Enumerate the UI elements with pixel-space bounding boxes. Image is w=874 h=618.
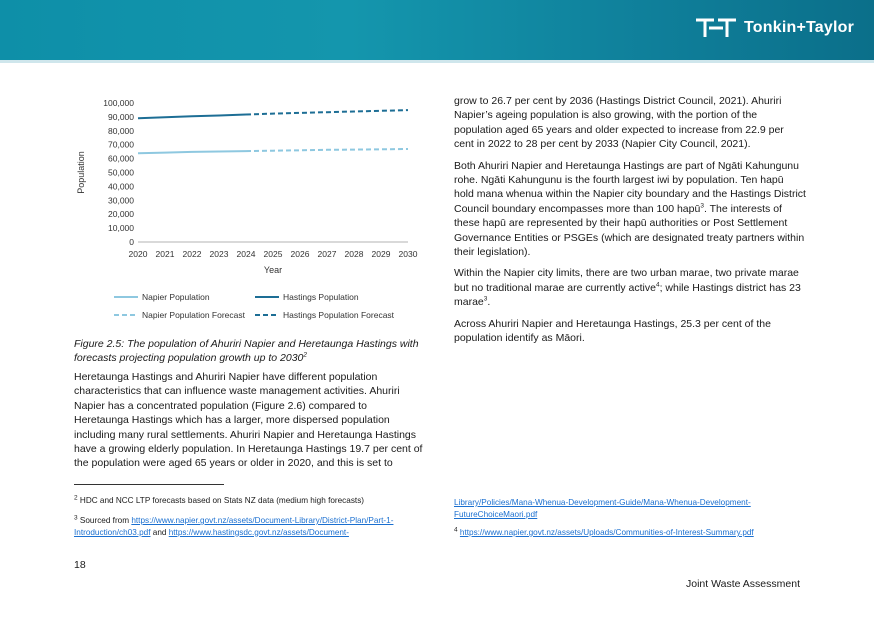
series-line-1: [138, 151, 246, 153]
tonkin-taylor-logo-icon: [694, 17, 738, 39]
x-tick-label: 2020: [128, 249, 148, 259]
series-line-2: [138, 115, 246, 119]
logo-text: Tonkin+Taylor: [744, 19, 855, 36]
x-tick-label: 2025: [263, 249, 283, 259]
y-tick-label: 80,000: [108, 125, 134, 136]
x-tick-label: 2027: [317, 249, 337, 259]
marae-text-a: Within the Napier city limits, there are two urban marae, two private marae but no traditional marae are currently active: [454, 267, 799, 294]
legend-label: Hastings Population Forecast: [283, 310, 395, 320]
footnote-ref-3b[interactable]: 3: [483, 295, 488, 303]
footnote-2-number: 2: [74, 494, 78, 502]
iwi-paragraph: [454, 159, 806, 260]
legend-label: Hastings Population: [283, 292, 359, 302]
series-line-3: [246, 149, 408, 151]
footnote-3-and: and: [152, 527, 167, 537]
napier-district-plan-link[interactable]: https://www.napier.govt.nz/assets/Document-Library/District-Plan/Part-1-Introduction/ch03.pdf: [74, 516, 394, 537]
maori-paragraph: Across Ahuriri Napier and Heretaunga Hastings, 25.3 per cent of the population identify as Māori.: [454, 317, 771, 345]
hastings-document-link[interactable]: https://www.hastingsdc.govt.nz/assets/Document-: [168, 527, 349, 537]
marae-text-c: .: [487, 296, 491, 309]
legend-label: Napier Population: [142, 292, 210, 302]
series-line-4: [246, 110, 408, 114]
page-number: 18: [74, 559, 86, 571]
y-tick-label: 60,000: [108, 153, 134, 164]
y-tick-label: 70,000: [108, 139, 134, 150]
caption-footnote-ref[interactable]: 2: [303, 351, 308, 359]
y-tick-label: 40,000: [108, 181, 134, 192]
x-tick-label: 2028: [344, 249, 364, 259]
footnote-3: [74, 515, 434, 538]
figure-caption: [74, 337, 424, 365]
company-logo: [694, 14, 854, 42]
right-column-text: [454, 94, 806, 353]
footnote-divider: [74, 484, 224, 485]
footnote-2: [74, 495, 434, 507]
legend-label: Napier Population Forecast: [142, 310, 246, 320]
marae-text-b: ; while Hastings district has 23 marae: [454, 281, 801, 309]
y-tick-label: 20,000: [108, 209, 134, 220]
y-tick-label: 0: [129, 237, 134, 247]
x-tick-label: 2030: [398, 249, 418, 259]
communities-of-interest-link[interactable]: https://www.napier.govt.nz/assets/Uploads/Communities-of-Interest-Summary.pdf: [459, 528, 754, 537]
y-tick-label: 10,000: [108, 223, 134, 234]
footnote-4: [454, 527, 799, 539]
footnote-ref-4[interactable]: 4: [655, 281, 660, 289]
left-column-text: [74, 370, 424, 478]
iwi-text-a: Both Ahuriri Napier and Heretaunga Hastings are part of Ngāti Kahungunu rohe. Ngāti Kahungunu is the fourth largest iwi by population. Ten hapū hold mana whenua within the Napier city boundary and the Hastings District Council boundary encompasses more than 100 hapū: [454, 159, 806, 215]
y-tick-label: 90,000: [108, 111, 134, 122]
x-tick-label: 2029: [371, 249, 391, 259]
population-line-chart: [74, 88, 424, 328]
header-divider: [0, 60, 874, 63]
population-paragraph: Heretaunga Hastings and Ahuriri Napier have different population characteristics that can influence waste management activities. Ahuriri Napier has a concentrated population (Figure 2.6) compared to Heretaunga Hastings which has a larger, more dispersed population including many rural settlements. Ahuriri Napier and Heretaunga Hastings have a growing elderly population. In Heretaunga Hastings 19.7 per cent of the population were aged 65 years or older in 2020, and this is set to: [74, 371, 423, 470]
ageing-paragraph: grow to 26.7 per cent by 2036 (Hastings District Council, 2021). Ahuriri Napier’s ageing population is also growing, with the portion of the population aged 65 years and older expected to increase from 22.9 per cent in 2022 to 28 per cent by 2033 (Napier City Council, 2021).: [454, 95, 784, 151]
marae-paragraph: [454, 266, 806, 309]
x-tick-label: 2023: [209, 249, 229, 259]
footnote-3-number: 3: [74, 514, 78, 522]
footnote-3-text: Sourced from: [79, 516, 130, 525]
y-tick-label: 50,000: [108, 167, 134, 178]
y-tick-label: 100,000: [103, 98, 134, 108]
footnote-2-text: HDC and NCC LTP forecasts based on Stats NZ data (medium high forecasts): [79, 496, 365, 505]
x-tick-label: 2024: [236, 249, 256, 259]
document-title: Joint Waste Assessment: [686, 578, 800, 590]
x-tick-label: 2021: [155, 249, 175, 259]
y-tick-label: 30,000: [108, 195, 134, 206]
x-axis-title: Year: [263, 265, 283, 275]
footnote-4-number: 4: [454, 526, 458, 534]
y-axis-title: Population: [76, 151, 86, 194]
footnote-3-continued: [454, 497, 799, 520]
x-tick-label: 2022: [182, 249, 202, 259]
x-tick-label: 2026: [290, 249, 310, 259]
hastings-document-link-continued[interactable]: Library/Policies/Mana-Whenua-Development-Guide/Mana-Whenua-Development-FutureChoiceMaori.pdf: [454, 498, 751, 519]
footnote-ref-3[interactable]: 3: [700, 202, 704, 210]
caption-text: Figure 2.5: The population of Ahuriri Napier and Heretaunga Hastings with forecasts projecting population growth up to 2030: [74, 338, 419, 364]
iwi-text-b: . The interests of these hapū are represented by their hapū authorities or Post Settlement Governance Entities or PSGEs (which are designated treaty partners within their legislation).: [454, 202, 805, 259]
